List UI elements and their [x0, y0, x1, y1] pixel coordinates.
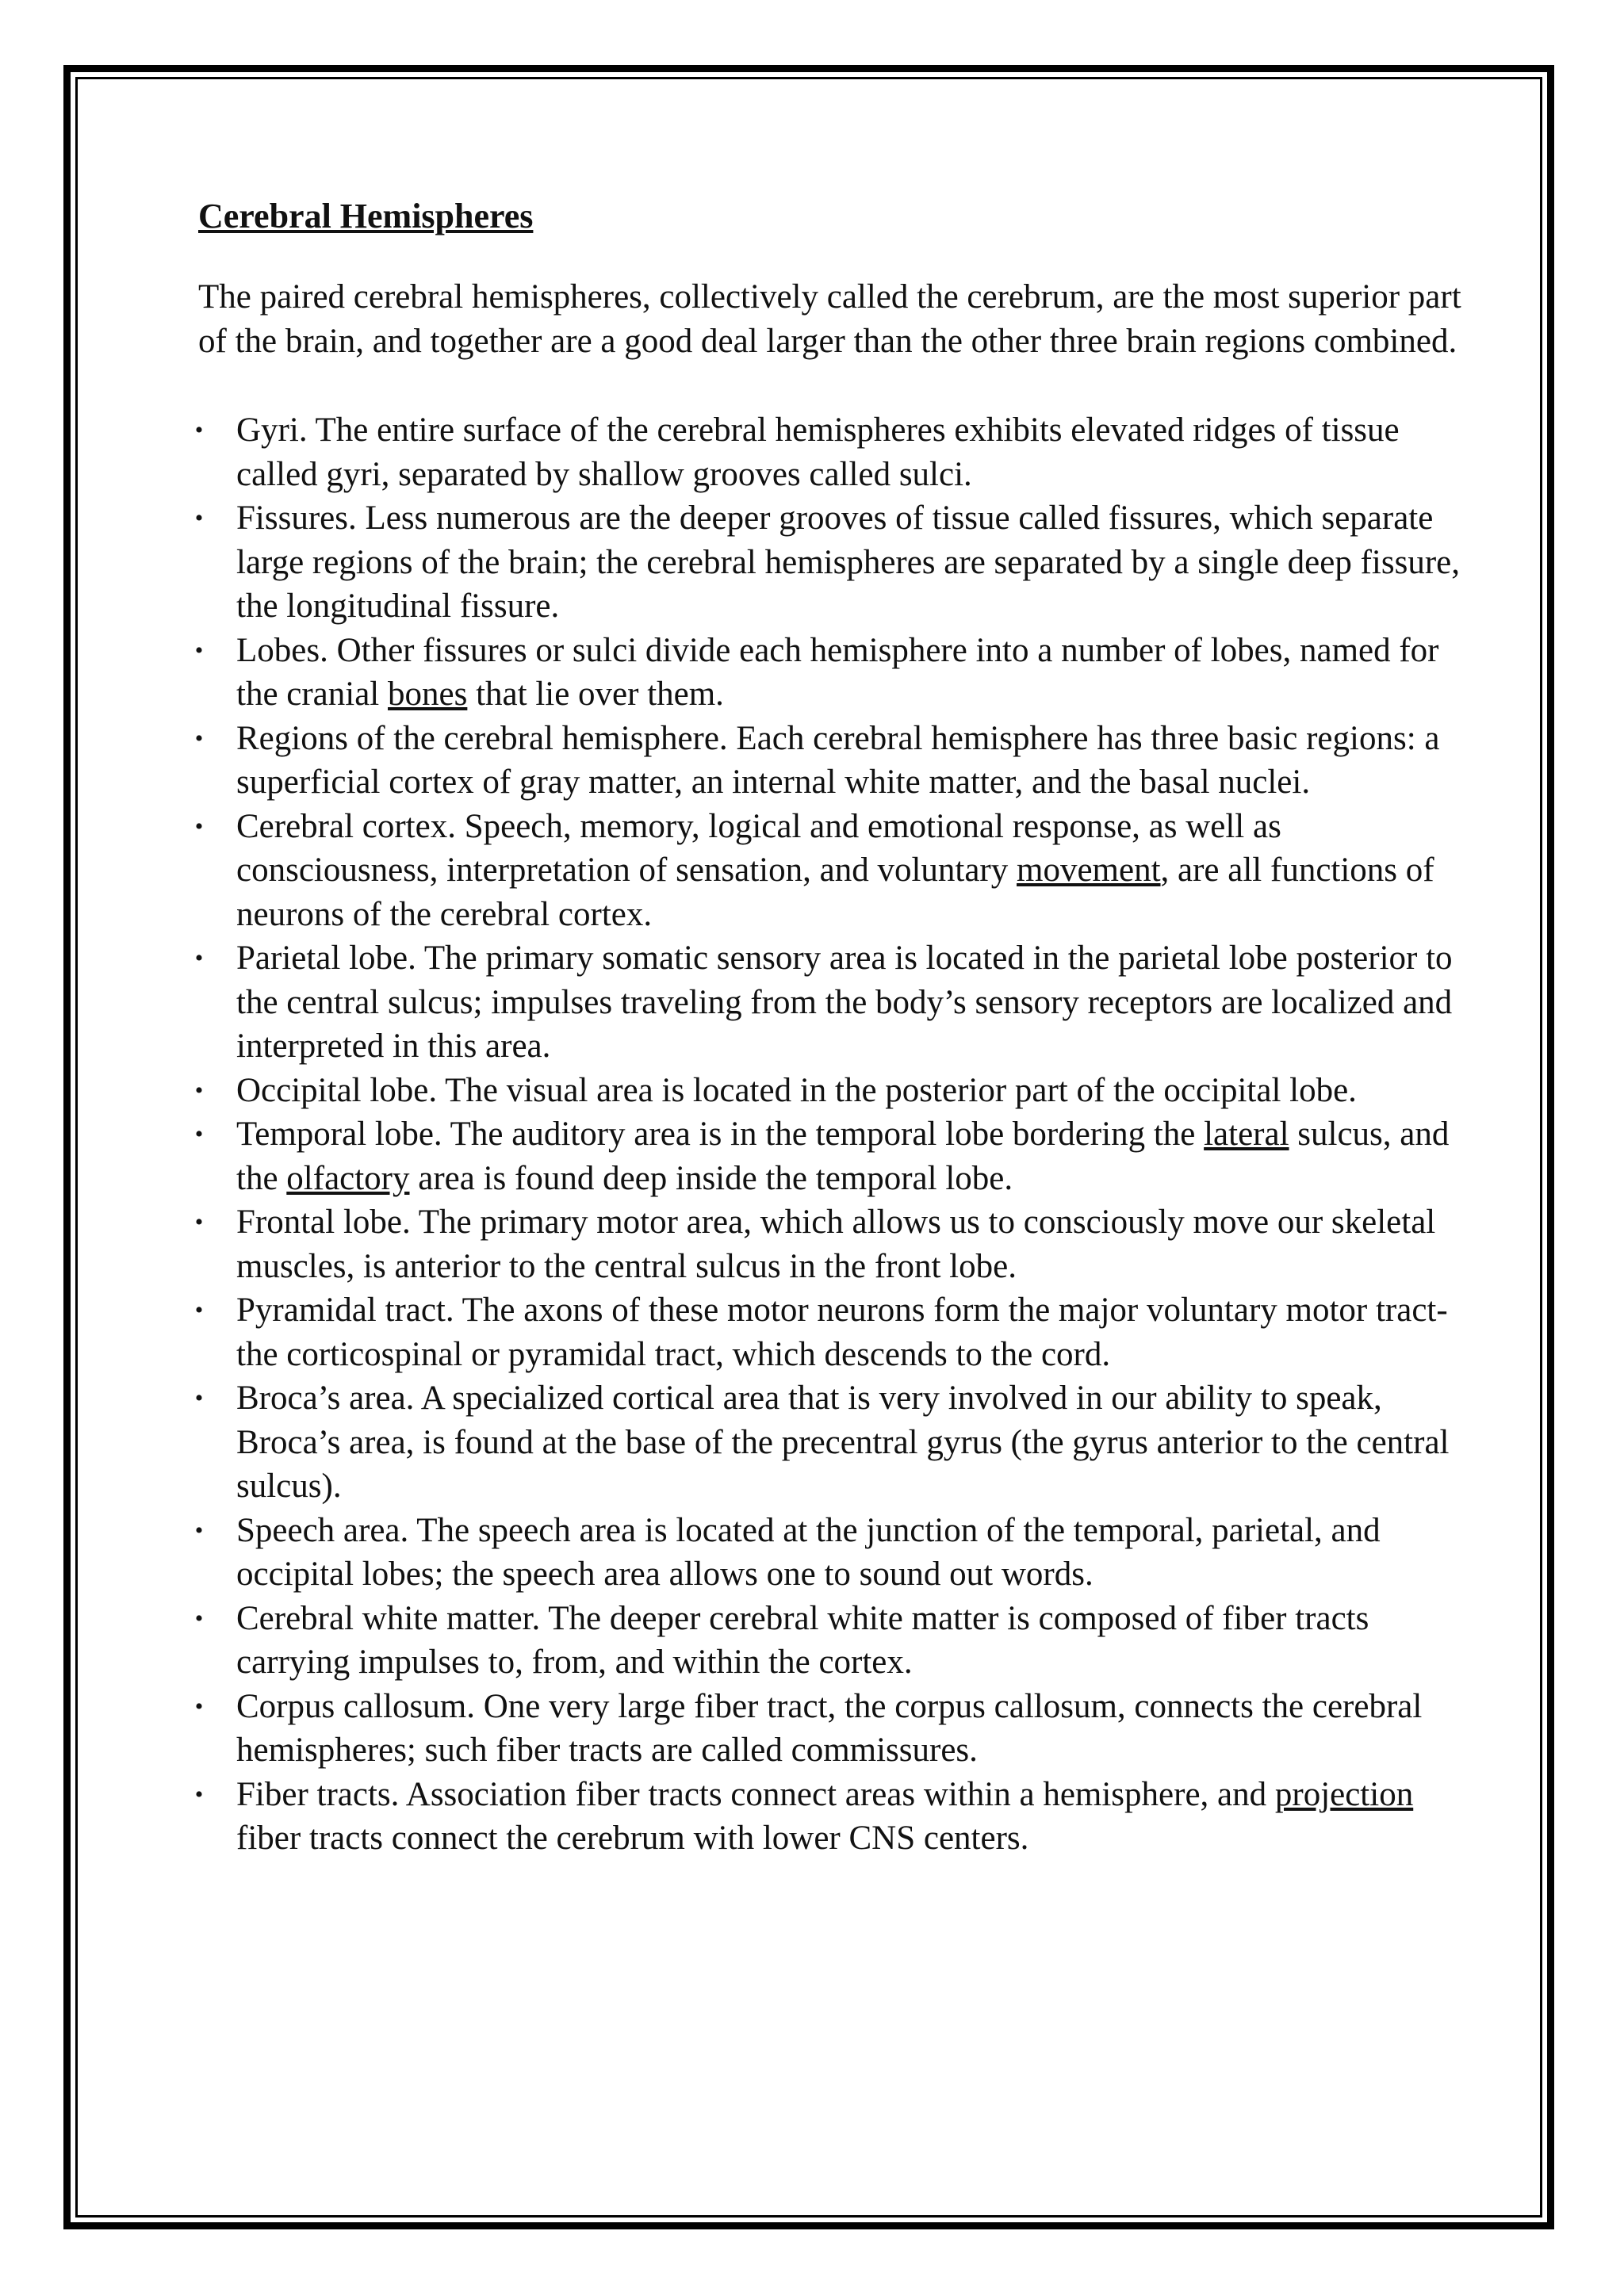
- item-text: Occipital lobe. The visual area is located in the posterior part of the occipital lobe.: [236, 1071, 1357, 1109]
- bullet-list: [194, 408, 1467, 1861]
- bullet-icon: •: [194, 1121, 204, 1147]
- item-text: Broca’s area. A specialized cortical area that is very involved in our ability to speak, Broca’s area, is found at the base of the precentral gyrus (the gyrus anterior to the central sulcus).: [236, 1380, 1450, 1505]
- document-body: [194, 194, 1467, 1861]
- bullet-icon: •: [194, 417, 204, 443]
- bullet-icon: •: [194, 1517, 204, 1544]
- bullet-icon: •: [194, 1781, 204, 1808]
- list-item: [194, 1509, 1481, 1597]
- bullet-icon: •: [194, 945, 204, 971]
- list-item: [194, 408, 1481, 496]
- item-text: Frontal lobe. The primary motor area, which allows us to consciously move our skeletal muscles, is anterior to the central sulcus in the front lobe.: [236, 1203, 1436, 1285]
- document-title: Cerebral Hemispheres: [198, 197, 534, 235]
- item-text: fiber tracts connect the cerebrum with lower CNS centers.: [236, 1820, 1029, 1857]
- list-item: [194, 1288, 1481, 1376]
- link-olfactory[interactable]: olfactory: [286, 1159, 410, 1197]
- list-item: [194, 496, 1481, 629]
- list-item: [194, 936, 1481, 1069]
- list-item: [194, 1376, 1481, 1509]
- item-text: area is found deep inside the temporal lobe.: [409, 1159, 1013, 1197]
- item-text: Fissures. Less numerous are the deeper grooves of tissue called fissures, which separate large regions of the brain; the cerebral hemispheres are separated by a single deep fissure, the longitudinal fissure.: [236, 499, 1460, 625]
- list-item: [194, 1200, 1481, 1288]
- list-item: [194, 1069, 1481, 1113]
- item-text: Pyramidal tract. The axons of these motor neurons form the major voluntary motor tract- the corticospinal or pyramidal tract, which descends to the cord.: [236, 1292, 1448, 1373]
- intro-paragraph: The paired cerebral hemispheres, collectively called the cerebrum, are the most superior part of the brain, and together are a good deal larger than the other three brain regions combined.: [198, 278, 1461, 360]
- list-item: [194, 717, 1481, 805]
- bullet-icon: •: [194, 1385, 204, 1411]
- item-text: Cerebral white matter. The deeper cerebral white matter is composed of fiber tracts carrying impulses to, from, and within the cortex.: [236, 1599, 1369, 1681]
- list-item: [194, 805, 1481, 937]
- item-text: Gyri. The entire surface of the cerebral hemispheres exhibits elevated ridges of tissue called gyri, separated by shallow grooves called sulci.: [236, 411, 1400, 493]
- bullet-icon: •: [194, 637, 204, 664]
- list-item: [194, 629, 1481, 717]
- item-text: Parietal lobe. The primary somatic sensory area is located in the parietal lobe posterior to the central sulcus; impulses traveling from the body’s sensory receptors are localized and interpreted in this area.: [236, 939, 1453, 1065]
- item-text: Corpus callosum. One very large fiber tract, the corpus callosum, connects the cerebral hemispheres; such fiber tracts are called commissures.: [236, 1687, 1423, 1769]
- bullet-icon: •: [194, 1077, 204, 1104]
- item-text: Fiber tracts. Association fiber tracts connect areas within a hemisphere, and: [236, 1775, 1275, 1813]
- bullet-icon: •: [194, 813, 204, 840]
- list-item: [194, 1773, 1481, 1861]
- bullet-icon: •: [194, 1209, 204, 1235]
- item-text: sulcus, and the: [236, 1115, 1450, 1197]
- item-text: that lie over them.: [467, 675, 724, 713]
- list-item: [194, 1597, 1481, 1685]
- bullet-icon: •: [194, 505, 204, 531]
- item-text: Speech area. The speech area is located at the junction of the temporal, parietal, and occipital lobes; the speech area allows one to sound out words.: [236, 1511, 1381, 1593]
- item-text: , are all functions of neurons of the cerebral cortex.: [236, 851, 1434, 933]
- item-text: Regions of the cerebral hemisphere. Each cerebral hemisphere has three basic regions: a superficial cortex of gray matter, an internal white matter, and the basal nuclei.: [236, 719, 1440, 801]
- link-projection[interactable]: projection: [1274, 1775, 1414, 1813]
- link-movement[interactable]: movement: [1017, 851, 1161, 889]
- list-item: [194, 1685, 1481, 1773]
- item-text: Lobes. Other fissures or sulci divide each hemisphere into a number of lobes, named for the cranial: [236, 631, 1439, 713]
- bullet-icon: •: [194, 725, 204, 752]
- list-item: [194, 1112, 1481, 1200]
- link-lateral[interactable]: lateral: [1204, 1115, 1289, 1153]
- item-text: Cerebral cortex. Speech, memory, logical and emotional response, as well as consciousness, interpretation of sensation, and voluntary: [236, 807, 1281, 889]
- bullet-icon: •: [194, 1297, 204, 1323]
- item-text: Temporal lobe. The auditory area is in the temporal lobe bordering the: [236, 1115, 1205, 1153]
- bullet-icon: •: [194, 1605, 204, 1632]
- bullet-icon: •: [194, 1693, 204, 1720]
- link-bones[interactable]: bones: [388, 675, 468, 713]
